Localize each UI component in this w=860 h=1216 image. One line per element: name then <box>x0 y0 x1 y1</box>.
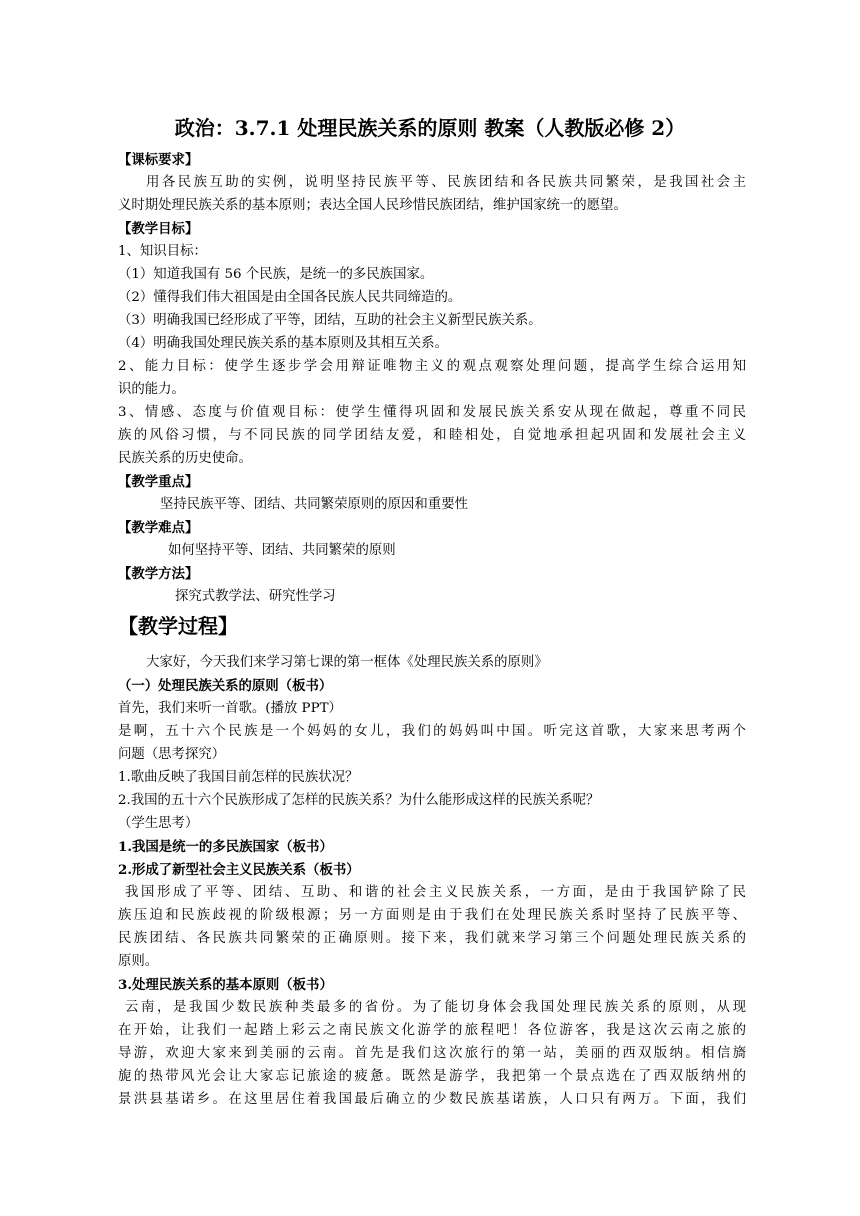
list-item: 1.歌曲反映了我国目前怎样的民族状况？ <box>118 770 359 785</box>
paragraph-line: 导游，欢迎大家来到美丽的云南。首先是我们这次旅行的第一站，美丽的西双版纳。相信旖 <box>118 1046 746 1061</box>
paragraph-line: 探究式教学法、研究性学习 <box>175 589 336 604</box>
paragraph-line: 问题（思考探究） <box>118 747 226 762</box>
paragraph-line: 景洪县基诺乡。在这里居住着我国最后确立的少数民族基诺族，人口只有两万。下面，我们 <box>118 1092 746 1107</box>
list-item: 2.我国的五十六个民族形成了怎样的民族关系？为什么能形成这样的民族关系呢？ <box>118 793 600 808</box>
paragraph-line: 原则。 <box>118 954 159 969</box>
section-heading-key-points: 【教学重点】 <box>118 474 199 490</box>
paragraph-line: 族压迫和民族歧视的阶级根源；另一方面则是由于我们在处理民族关系时坚持了民族平等、 <box>118 908 746 923</box>
paragraph-line: 民族关系的历史使命。 <box>118 451 252 466</box>
subheading: 1.我国是统一的多民族国家（板书） <box>118 839 333 855</box>
paragraph-line: （学生思考） <box>118 816 199 831</box>
document-title: 政治：3.7.1 处理民族关系的原则 教案（人教版必修 2） <box>174 116 686 140</box>
subheading: 2.形成了新型社会主义民族关系（板书） <box>118 862 360 878</box>
paragraph-line: 如何坚持平等、团结、共同繁荣的原则 <box>168 543 396 558</box>
list-item: （3）明确我国已经形成了平等，团结，互助的社会主义新型民族关系。 <box>118 313 542 328</box>
list-item: （4）明确我国处理民族关系的基本原则及其相互关系。 <box>118 336 448 351</box>
paragraph-line: 用各民族互助的实例，说明坚持民族平等、民族团结和各民族共同繁荣，是我国社会主 <box>146 175 746 190</box>
paragraph-line: 3、情感、态度与价值观目标：使学生懂得巩固和发展民族关系安从现在做起，尊重不同民 <box>118 405 746 420</box>
paragraph-line: 2、能力目标：使学生逐步学会用辩证唯物主义的观点观察处理问题，提高学生综合运用知 <box>118 359 746 374</box>
paragraph-line: 在开始，让我们一起踏上彩云之南民族文化游学的旅程吧！各位游客，我是这次云南之旅的 <box>118 1023 746 1038</box>
paragraph-line: 大家好，今天我们来学习第七课的第一框体《处理民族关系的原则》 <box>146 655 548 670</box>
section-heading-curriculum: 【课标要求】 <box>118 152 199 168</box>
section-heading-objectives: 【教学目标】 <box>118 221 199 237</box>
paragraph-line: 坚持民族平等、团结、共同繁荣原则的原因和重要性 <box>160 497 468 512</box>
paragraph-line: 民族团结、各民族共同繁荣的正确原则。接下来，我们就来学习第三个问题处理民族关系的 <box>118 931 746 946</box>
paragraph-line: 1、知识目标： <box>118 244 207 259</box>
paragraph-line: 云南，是我国少数民族种类最多的省份。为了能切身体会我国处理民族关系的原则，从现 <box>125 1000 746 1015</box>
section-heading-process: 【教学过程】 <box>118 614 238 638</box>
paragraph-line: 义时期处理民族关系的基本原则；表达全国人民珍惜民族团结，维护国家统一的愿望。 <box>118 198 627 213</box>
paragraph-line: 我国形成了平等、团结、互助、和谐的社会主义民族关系，一方面，是由于我国铲除了民 <box>125 885 746 900</box>
paragraph-line: 首先，我们来听一首歌。(播放 PPT） <box>118 701 342 716</box>
section-heading-methods: 【教学方法】 <box>118 566 199 582</box>
list-item: （2）懂得我们伟大祖国是由全国各民族人民共同缔造的。 <box>118 290 462 305</box>
paragraph-line: 旎的热带风光会让大家忘记旅途的疲惫。既然是游学，我把第一个景点选在了西双版纳州的 <box>118 1069 746 1084</box>
subheading: 3.处理民族关系的基本原则（板书） <box>118 977 333 993</box>
section-heading-difficulties: 【教学难点】 <box>118 520 199 536</box>
paragraph-line: 族的风俗习惯，与不同民族的同学团结友爱，和睦相处，自觉地承担起巩固和发展社会主义 <box>118 428 746 443</box>
paragraph-line: 是啊，五十六个民族是一个妈妈的女儿，我们的妈妈叫中国。听完这首歌，大家来思考两个 <box>118 724 746 739</box>
list-item: （1）知道我国有 56 个民族，是统一的多民族国家。 <box>118 267 434 282</box>
paragraph-line: 识的能力。 <box>118 382 185 397</box>
subheading: （一）处理民族关系的原则（板书） <box>118 678 333 694</box>
